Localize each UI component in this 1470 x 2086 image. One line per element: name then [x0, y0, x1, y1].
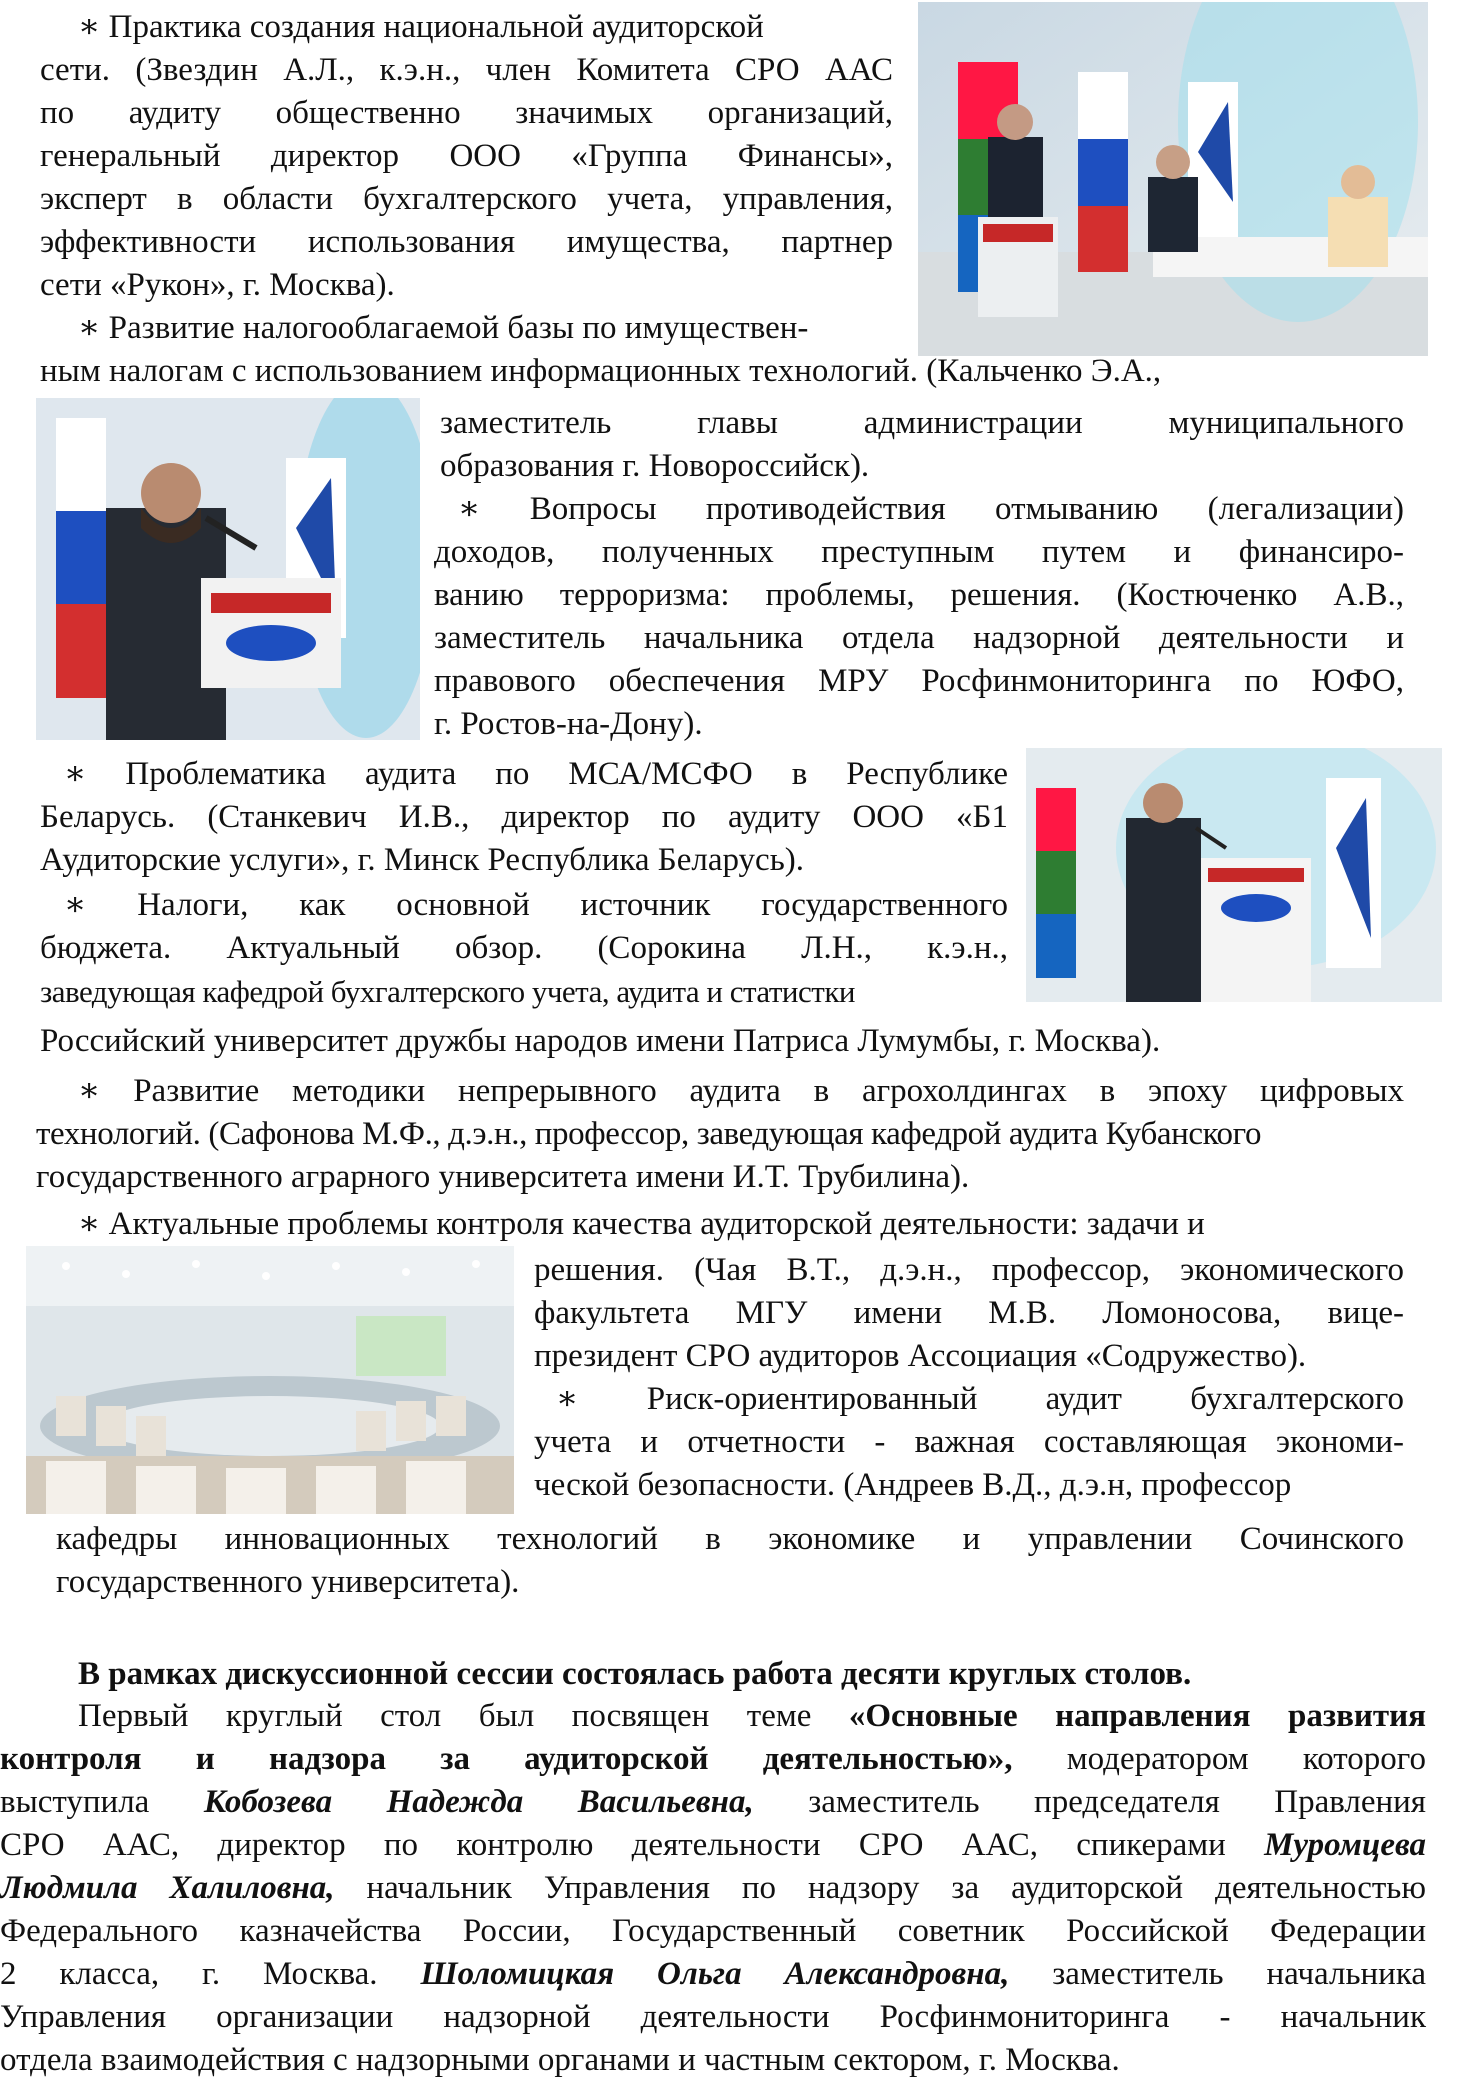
- item-kalchenko-line3: заместитель главы администрации муниципального: [440, 405, 1404, 441]
- item-andreev-line3: ческой безопасности. (Андреев В.Д., д.э.н, профессор: [534, 1467, 1292, 1503]
- item-kalchenko-line4: образования г. Новороссийск).: [440, 448, 870, 484]
- session-paragraph-line9: отдела взаимодействия с надзорными органами и частным сектором, г. Москва.: [0, 2042, 1120, 2078]
- item-kalchenko-line2: ным налогам с использованием информационных технологий. (Кальченко Э.А.,: [40, 353, 1162, 389]
- item-kostyuchenko-line3: ванию терроризма: проблемы, решения. (Костюченко А.В.,: [434, 577, 1404, 613]
- session-heading: В рамках дискуссионной сессии состоялась работа десяти круглых столов.: [78, 1656, 1192, 1692]
- session-paragraph-line7: 2 класса, г. Москва. Шоломицкая Ольга Александровна, заместитель начальника: [0, 1956, 1427, 1992]
- item-andreev-line2: учета и отчетности - важная составляющая экономи-: [534, 1424, 1404, 1460]
- item-sorokina-line1: ∗ Налоги, как основной источник государственного: [64, 887, 1008, 923]
- item-andreev-line5: государственного университета).: [56, 1564, 520, 1600]
- item-stankevich-line1: ∗ Проблематика аудита по МСА/МСФО в Республике: [64, 756, 1008, 792]
- session-paragraph-line2: контроля и надзора за аудиторской деятельностью», модератором которого: [0, 1741, 1426, 1777]
- item-zvezdin-line3: по аудиту общественно значимых организаций,: [40, 95, 893, 131]
- item-zvezdin-line1: ∗ Практика создания национальной аудиторской: [78, 9, 764, 45]
- item-sorokina-line2: бюджета. Актуальный обзор. (Сорокина Л.Н., к.э.н.,: [40, 930, 1008, 966]
- item-kostyuchenko-line4: заместитель начальника отдела надзорной деятельности и: [434, 620, 1404, 656]
- photo-conference-hall: [26, 1246, 514, 1514]
- item-kostyuchenko-line6: г. Ростов-на-Дону).: [434, 706, 703, 742]
- item-stankevich-line2: Беларусь. (Станкевич И.В., директор по аудиту ООО «Б1: [40, 799, 1008, 835]
- item-chaya-line2: решения. (Чая В.Т., д.э.н., профессор, экономического: [534, 1252, 1404, 1288]
- session-paragraph-line4: СРО ААС, директор по контролю деятельности СРО ААС, спикерами Муромцева: [0, 1827, 1426, 1863]
- item-chaya-line4: президент СРО аудиторов Ассоциация «Содружество).: [534, 1338, 1307, 1374]
- session-paragraph-line1: Первый круглый стол был посвящен теме «Основные направления развития: [78, 1698, 1427, 1734]
- photo-speaker-microphone: [36, 398, 420, 740]
- item-sorokina-line3: заведующая кафедрой бухгалтерского учета, аудита и статистки: [40, 974, 855, 1009]
- item-kostyuchenko-line1: ∗ Вопросы противодействия отмыванию (легализации): [458, 491, 1404, 527]
- session-paragraph-line8: Управления организации надзорной деятельности Росфинмониторинга - начальник: [0, 1999, 1426, 2035]
- item-safonova-line2: технологий. (Сафонова М.Ф., д.э.н., профессор, заведующая кафедрой аудита Кубанского: [36, 1116, 1262, 1152]
- session-paragraph-line5: Людмила Халиловна, начальник Управления по надзору за аудиторской деятельностью: [0, 1870, 1427, 1906]
- item-zvezdin-line5: эксперт в области бухгалтерского учета, управления,: [40, 181, 893, 217]
- item-andreev-line4: кафедры инновационных технологий в экономике и управлении Сочинского: [56, 1521, 1404, 1557]
- session-paragraph-line6: Федерального казначейства России, Государственный советник Российской Федерации: [0, 1913, 1426, 1949]
- item-zvezdin-line7: сети «Рукон», г. Москва).: [40, 267, 395, 303]
- item-safonova-line1: ∗ Развитие методики непрерывного аудита в агрохолдингах в эпоху цифровых: [78, 1073, 1404, 1109]
- item-andreev-line1: ∗ Риск-ориентированный аудит бухгалтерского: [556, 1381, 1404, 1417]
- photo-speaker-podium: [1026, 748, 1442, 1002]
- item-zvezdin-line4: генеральный директор ООО «Группа Финансы»,: [40, 138, 893, 174]
- item-safonova-line3: государственного аграрного университета имени И.Т. Трубилина).: [36, 1159, 970, 1195]
- item-stankevich-line3: Аудиторские услуги», г. Минск Республика Беларусь).: [40, 842, 804, 878]
- item-kostyuchenko-line5: правового обеспечения МРУ Росфинмониторинга по ЮФО,: [434, 663, 1404, 699]
- item-chaya-line1: ∗ Актуальные проблемы контроля качества аудиторской деятельности: задачи и: [78, 1206, 1205, 1242]
- item-zvezdin-line2: сети. (Звездин А.Л., к.э.н., член Комитета СРО ААС: [40, 52, 893, 88]
- session-paragraph-line3: выступила Кобозева Надежда Васильевна, заместитель председателя Правления: [0, 1784, 1426, 1820]
- photo-speaker-podium-flags: [918, 2, 1428, 356]
- item-sorokina-line4: Российский университет дружбы народов имени Патриса Лумумбы, г. Москва).: [40, 1023, 1161, 1059]
- item-chaya-line3: факультета МГУ имени М.В. Ломоносова, вице-: [534, 1295, 1404, 1331]
- item-zvezdin-line6: эффективности использования имущества, партнер: [40, 224, 893, 260]
- item-kalchenko-line1: ∗ Развитие налогооблагаемой базы по имуществен-: [78, 310, 809, 346]
- item-kostyuchenko-line2: доходов, полученных преступным путем и финансиро-: [434, 534, 1404, 570]
